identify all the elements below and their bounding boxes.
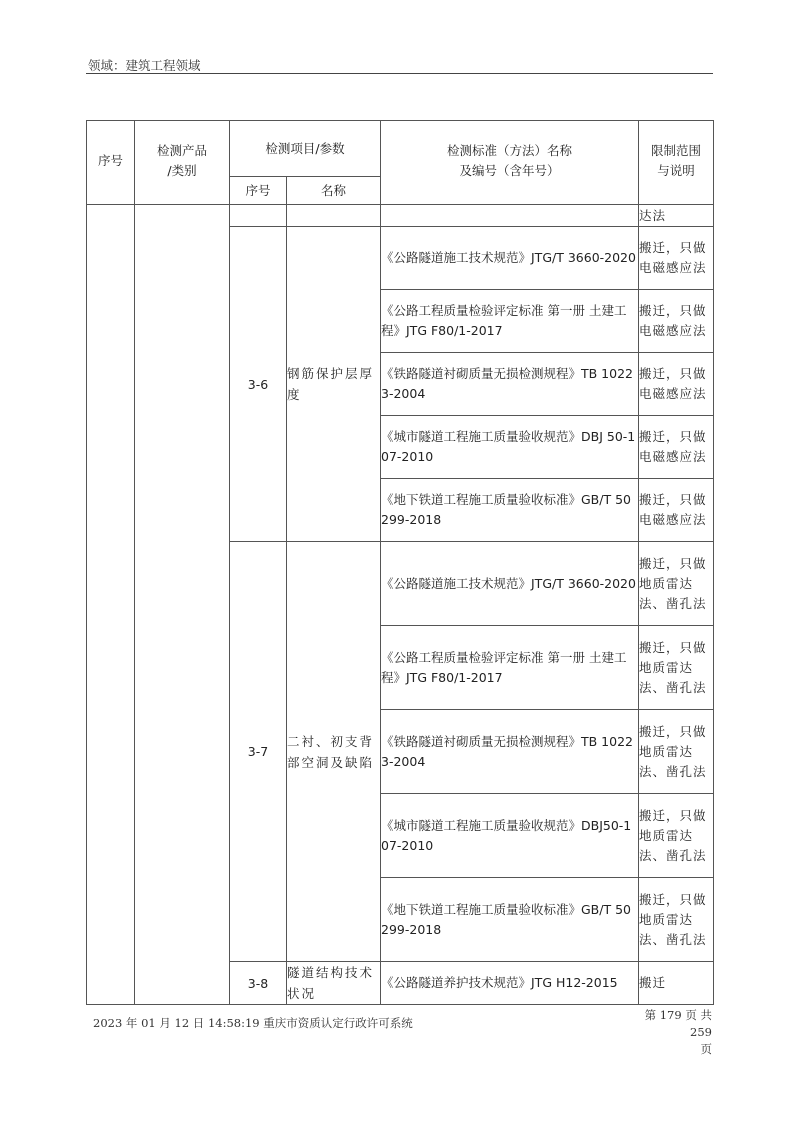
standard-cell: 《公路隧道养护技术规范》JTG H12-2015 <box>381 962 639 1005</box>
header-item-seq: 序号 <box>230 177 287 205</box>
limit-cell: 搬迁，只做电磁感应法 <box>639 227 714 290</box>
limit-cell: 搬迁，只做地质雷达法、凿孔法 <box>639 626 714 710</box>
header-item-group: 检测项目/参数 <box>230 121 381 177</box>
standard-cell: 《公路隧道施工技术规范》JTG/T 3660-2020 <box>381 227 639 290</box>
qualification-table <box>86 120 714 1005</box>
header-item-name: 名称 <box>287 177 381 205</box>
item-seq-cell: 3-7 <box>230 542 287 962</box>
limit-cell: 搬迁，只做地质雷达法、凿孔法 <box>639 794 714 878</box>
limit-cell: 搬迁 <box>639 962 714 1005</box>
standard-cell: 《城市隧道工程施工质量验收规范》DBJ50-107-2010 <box>381 794 639 878</box>
limit-cell: 搬迁，只做电磁感应法 <box>639 479 714 542</box>
standard-cell: 《铁路隧道衬砌质量无损检测规程》TB 10223-2004 <box>381 710 639 794</box>
header-domain-label: 领域：建筑工程领域 <box>88 58 201 73</box>
limit-cell: 搬迁，只做电磁感应法 <box>639 353 714 416</box>
limit-cell: 搬迁，只做地质雷达法、凿孔法 <box>639 710 714 794</box>
header-standard: 检测标准（方法）名称 及编号（含年号） <box>381 121 639 205</box>
table-row <box>87 205 714 227</box>
limit-cell: 达法 <box>639 205 714 227</box>
standard-cell <box>381 205 639 227</box>
limit-cell: 搬迁，只做地质雷达法、凿孔法 <box>639 542 714 626</box>
footer-timestamp: 2023 年 01 月 12 日 14:58:19 重庆市资质认定行政许可系统 <box>93 1016 413 1030</box>
limit-cell: 搬迁，只做地质雷达法、凿孔法 <box>639 878 714 962</box>
standard-cell: 《公路隧道施工技术规范》JTG/T 3660-2020 <box>381 542 639 626</box>
header-limit: 限制范围 与说明 <box>639 121 714 205</box>
item-name-cell: 隧道结构技术状况 <box>287 962 381 1005</box>
limit-cell: 搬迁，只做电磁感应法 <box>639 290 714 353</box>
item-name-cell <box>287 205 381 227</box>
item-seq-cell: 3-6 <box>230 227 287 542</box>
table-body <box>87 205 714 1005</box>
seq-cell <box>87 205 135 1005</box>
item-seq-cell <box>230 205 287 227</box>
standard-cell: 《城市隧道工程施工质量验收规范》DBJ 50-107-2010 <box>381 416 639 479</box>
standard-cell: 《地下铁道工程施工质量验收标准》GB/T 50299-2018 <box>381 878 639 962</box>
product-cell <box>135 205 230 1005</box>
footer-page-suffix: 页 <box>700 1042 712 1056</box>
standard-cell: 《铁路隧道衬砌质量无损检测规程》TB 10223-2004 <box>381 353 639 416</box>
standard-cell: 《地下铁道工程施工质量验收标准》GB/T 50299-2018 <box>381 479 639 542</box>
standard-cell: 《公路工程质量检验评定标准 第一册 土建工程》JTG F80/1-2017 <box>381 290 639 353</box>
header-seq: 序号 <box>87 121 135 205</box>
limit-cell: 搬迁，只做电磁感应法 <box>639 416 714 479</box>
footer-page-info <box>620 1007 712 1058</box>
standard-cell: 《公路工程质量检验评定标准 第一册 土建工程》JTG F80/1-2017 <box>381 626 639 710</box>
footer-page-count: 第 179 页 共 259 <box>644 1008 712 1039</box>
item-name-cell: 钢筋保护层厚度 <box>287 227 381 542</box>
header-divider <box>86 73 713 74</box>
header-product: 检测产品 /类别 <box>135 121 230 205</box>
item-seq-cell: 3-8 <box>230 962 287 1005</box>
item-name-cell: 二衬、初支背部空洞及缺陷 <box>287 542 381 962</box>
